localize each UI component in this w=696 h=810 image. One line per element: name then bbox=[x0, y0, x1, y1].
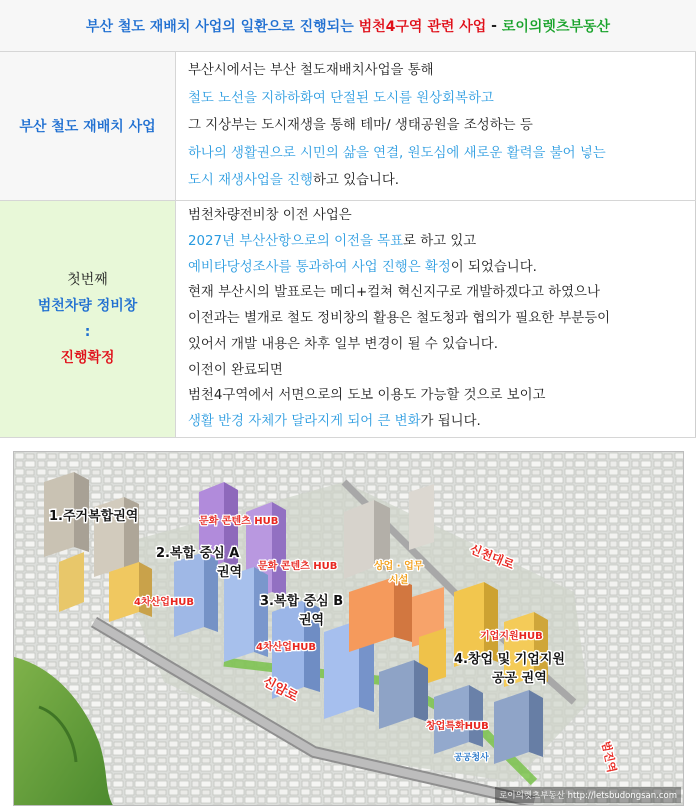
section2-line-8: 범천4구역에서 서면으로의 도보 이용도 가능할 것으로 보이고 bbox=[188, 388, 546, 404]
section2-line-9 bbox=[188, 409, 688, 435]
section2-line-3-rest: 이 되었습니다. bbox=[450, 259, 537, 275]
watermark: 로이의렛츠부동산 http://letsbudongsan.com bbox=[495, 787, 681, 803]
section2-line-6: 있어서 개발 내용은 차후 일부 변경이 될 수 있습니다. bbox=[188, 336, 498, 352]
section2-label-cell bbox=[0, 201, 176, 437]
map-label-zone4b: 공공 권역 bbox=[492, 671, 547, 686]
section2-label-colon: : bbox=[84, 324, 91, 340]
title-brand: 로이의렛츠부동산 bbox=[501, 18, 611, 35]
map-label-commerce-1: 상업 · 업무 bbox=[374, 561, 424, 572]
section-railway-relocation bbox=[0, 52, 696, 201]
map-label-public-office: 공공청사 bbox=[454, 753, 489, 763]
section1-label-cell bbox=[0, 52, 176, 200]
title-project: 범천4구역 관련 사업 bbox=[358, 18, 487, 35]
map-label-station: 범진역 bbox=[599, 739, 619, 774]
section2-line-3-highlight: 예비타당성조사를 통과하여 사업 진행은 확정 bbox=[188, 259, 451, 275]
section2-label-name: 범천차량 정비창 bbox=[37, 298, 138, 314]
map-label-industry-hub-1: 4차산업HUB bbox=[134, 597, 195, 608]
map-label-culture-hub-1: 문화 콘텐츠 HUB bbox=[199, 516, 279, 527]
section-depot-relocation bbox=[0, 201, 696, 438]
map-label-zone2a: 2.복합 중심 A bbox=[156, 546, 240, 561]
section1-text bbox=[188, 52, 688, 200]
map-label-zone4a: 4.창업 및 기업지원 bbox=[454, 652, 565, 667]
title-separator: - bbox=[491, 17, 497, 34]
section2-line-7: 이전이 완료되면 bbox=[188, 362, 283, 378]
section1-line-5 bbox=[188, 167, 688, 195]
masterplan-drawing bbox=[14, 452, 684, 806]
section1-line-1: 부산시에서는 부산 철도재배치사업을 통해 bbox=[188, 63, 434, 79]
map-label-zone2b: 권역 bbox=[217, 565, 243, 580]
section1-label: 부산 철도 재배치 사업 bbox=[19, 119, 156, 135]
section2-label-status: 진행확정 bbox=[60, 350, 115, 366]
section2-line-2-rest: 로 하고 있고 bbox=[403, 233, 477, 249]
section2-line-2 bbox=[188, 229, 688, 255]
masterplan-illustration bbox=[13, 451, 684, 806]
section2-line-4: 현재 부산시의 발표로는 메디+컬쳐 혁신지구로 개발하겠다고 하였으나 bbox=[188, 285, 600, 301]
section2-line-1: 범천차량전비창 이전 사업은 bbox=[188, 207, 352, 223]
masterplan-section bbox=[0, 438, 696, 810]
map-label-commerce-2: 시설 bbox=[389, 575, 409, 586]
section1-line-2: 철도 노선을 지하하화여 단절된 도시를 원상회복하고 bbox=[188, 90, 494, 106]
map-label-industry-hub-2: 4차산업HUB bbox=[256, 642, 317, 653]
map-label-sincheon-road: 신천대로 bbox=[467, 541, 517, 573]
section2-line-9-highlight: 생활 반경 자체가 달라지게 되어 큰 변화 bbox=[188, 414, 421, 430]
section2-line-2-highlight: 2027년 부산산항으로의 이전을 목표 bbox=[188, 233, 404, 249]
section1-line-4: 하나의 생활권으로 시민의 삶을 연결, 원도심에 새로운 활력을 불어 넣는 bbox=[188, 145, 606, 161]
map-label-business-hub: 기업지원HUB bbox=[480, 631, 543, 642]
map-label-zone3b: 권역 bbox=[299, 613, 325, 628]
section1-line-5-rest: 하고 있습니다. bbox=[312, 173, 400, 189]
section1-line-3: 그 지상부는 도시재생을 통해 테마/ 생태공원을 조성하는 등 bbox=[188, 118, 533, 134]
page-title bbox=[0, 0, 696, 52]
map-label-zone1: 1.주거복합권역 bbox=[49, 509, 139, 524]
map-label-zone3a: 3.복합 중심 B bbox=[260, 594, 344, 609]
map-label-sinam-road: 신암로 bbox=[260, 674, 301, 706]
map-label-culture-hub-2: 문화 콘텐츠 HUB bbox=[258, 561, 338, 572]
map-label-startup-hub: 창업특화HUB bbox=[426, 721, 489, 732]
section1-line-5-highlight: 도시 재생사업을 진행 bbox=[188, 173, 313, 189]
section2-text bbox=[188, 201, 688, 437]
section2-line-9-rest: 가 됩니다. bbox=[420, 414, 481, 430]
section2-line-3 bbox=[188, 255, 688, 281]
section2-line-5: 이전과는 별개로 철도 정비창의 활용은 철도청과 협의가 필요한 부분등이 bbox=[188, 311, 611, 327]
title-intro: 부산 철도 재배치 사업의 일환으로 진행되는 bbox=[85, 18, 354, 35]
section2-label-order: 첫번째 bbox=[67, 272, 108, 288]
